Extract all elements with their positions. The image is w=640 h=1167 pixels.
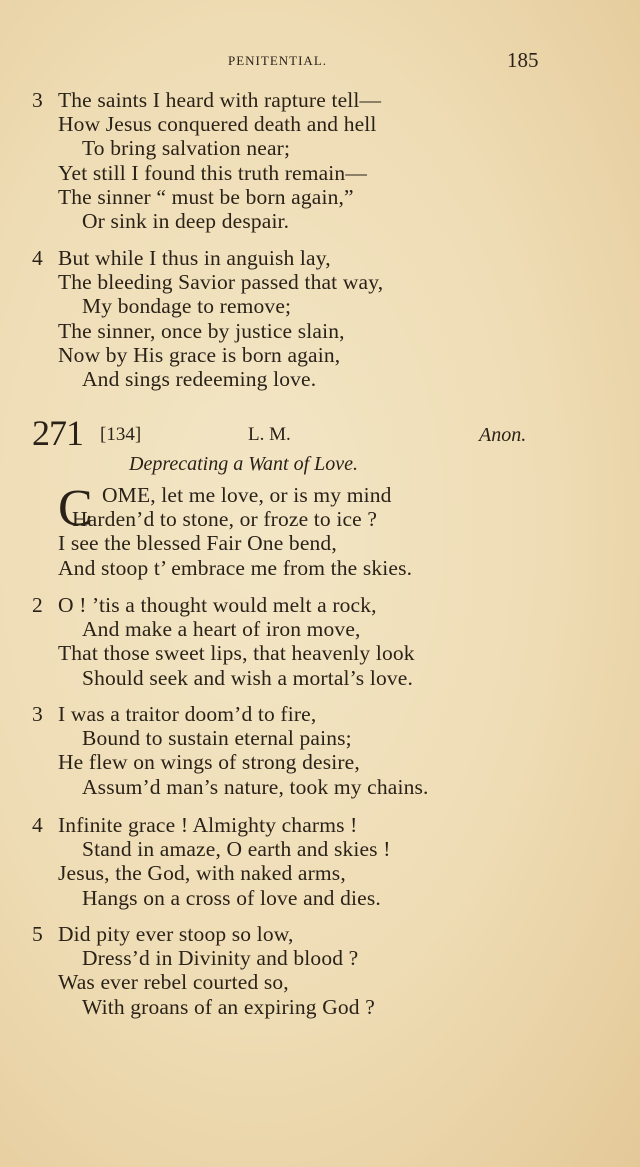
verse-line: And make a heart of iron move,: [82, 617, 361, 642]
verse-line: Assum’d man’s nature, took my chains.: [82, 774, 429, 799]
stanza-4: [32, 813, 391, 910]
verse-line: O ! ’tis a thought would melt a rock,: [58, 593, 377, 617]
verse-line: To bring salvation near;: [82, 136, 291, 161]
verse-line: Bound to sustain eternal pains;: [82, 726, 352, 751]
hymn-number: 271: [32, 413, 83, 453]
verse-line: Should seek and wish a mortal’s love.: [82, 665, 413, 690]
hymn-title: Deprecating a Want of Love.: [129, 453, 359, 475]
verse-line: Now by His grace is born again,: [58, 342, 341, 367]
verse-line: And stoop t’ embrace me from the skies.: [58, 555, 413, 580]
verse-line: Did pity ever stoop so low,: [58, 922, 294, 946]
verse-line: The bleeding Savior passed that way,: [58, 270, 384, 295]
verse-line: He flew on wings of strong desire,: [58, 750, 360, 775]
stanza-5: [32, 922, 375, 1019]
verse-line: I see the blessed Fair One bend,: [58, 531, 337, 556]
verse-line: Hangs on a cross of love and dies.: [82, 885, 381, 910]
hymn-author: Anon.: [479, 424, 527, 446]
verse-line: OME, let me love, or is my mind: [102, 483, 392, 507]
verse-line: Infinite grace ! Almighty charms !: [58, 813, 358, 837]
stanza-4: [32, 246, 383, 391]
stanza-number: 4: [32, 246, 43, 270]
verse-line: Yet still I found this truth remain—: [58, 160, 367, 185]
hymn-meter: L. M.: [248, 424, 291, 445]
verse-line: But while I thus in anguish lay,: [58, 246, 331, 270]
running-title: PENITENTIAL.: [228, 53, 328, 68]
verse-line: Was ever rebel courted so,: [58, 970, 289, 995]
stanza-number: 3: [32, 702, 43, 726]
page-number: 185: [507, 48, 539, 72]
verse-line: Or sink in deep despair.: [82, 209, 290, 234]
drop-cap: C: [58, 480, 93, 537]
stanza-number: 3: [32, 88, 43, 112]
verse-line: Stand in amaze, O earth and skies !: [82, 837, 391, 862]
stanza-number: 5: [32, 922, 43, 946]
verse-line: That those sweet lips, that heavenly look: [58, 641, 415, 666]
verse-line: And sings redeeming love.: [82, 367, 317, 392]
stanza-3: [32, 88, 381, 233]
stanza-number: 2: [32, 593, 43, 617]
verse-line: I was a traitor doom’d to fire,: [58, 702, 317, 726]
verse-line: Harden’d to stone, or froze to ice ?: [72, 507, 378, 532]
verse-line: My bondage to remove;: [82, 294, 292, 319]
stanza-number: 4: [32, 813, 43, 837]
stanza-3: [32, 702, 429, 799]
verse-line: Jesus, the God, with naked arms,: [58, 861, 346, 886]
verse-line: How Jesus conquered death and hell: [58, 112, 377, 137]
verse-line: With groans of an expiring God ?: [82, 994, 375, 1019]
verse-line: Dress’d in Divinity and blood ?: [82, 946, 359, 971]
verse-line: The sinner, once by justice slain,: [58, 318, 345, 343]
stanza-1: [32, 480, 413, 580]
verse-line: The saints I heard with rapture tell—: [58, 88, 382, 112]
hymn-alt-number: [134]: [100, 424, 142, 445]
stanza-2: [32, 593, 415, 690]
verse-line: The sinner “ must be born again,”: [58, 184, 354, 209]
